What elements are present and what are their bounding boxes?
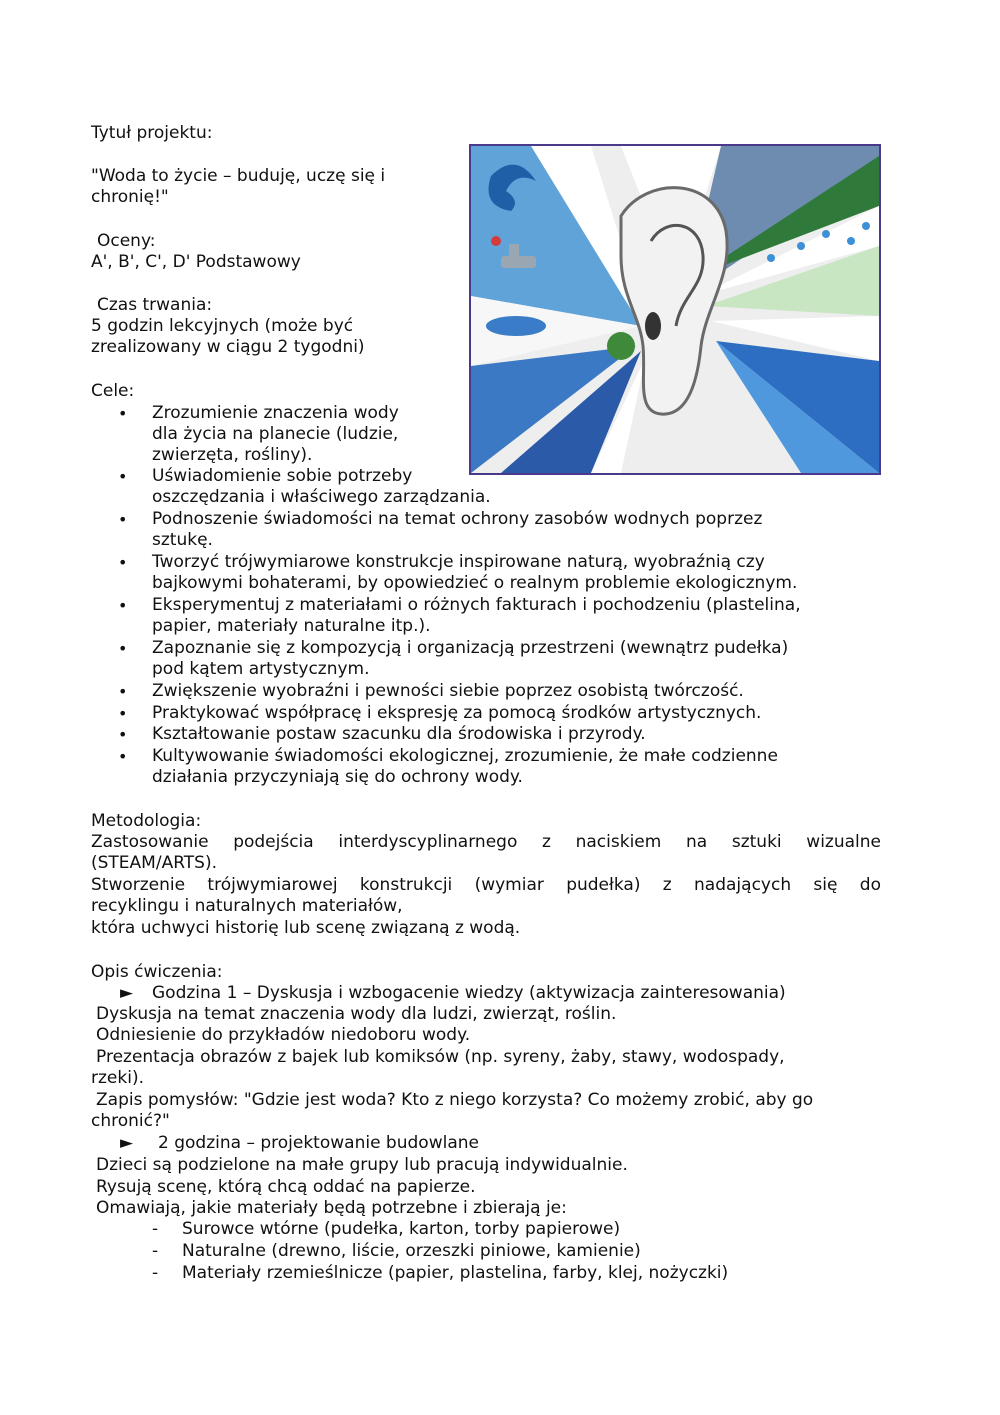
goal-1-line-1: Zrozumienie znaczenia wody: [152, 403, 399, 423]
artwork-photo: [469, 144, 881, 475]
bullet-icon: •: [118, 404, 128, 423]
dash-marker: -: [152, 1219, 159, 1239]
goal-9-line-1: Kształtowanie postaw szacunku dla środowiska i przyrody.: [152, 724, 646, 744]
goal-6-line-1: Zapoznanie się z kompozycją i organizacją przestrzeni (wewnątrz pudełka): [152, 638, 789, 658]
project-title-line-2: chronię!": [91, 187, 169, 207]
goal-2-line-2: oszczędzania i właściwego zarządzania.: [152, 487, 491, 507]
hour-1-line-2: Odniesienie do przykładów niedoboru wody.: [96, 1025, 471, 1045]
goal-6-line-2: pod kątem artystycznym.: [152, 659, 370, 679]
goal-1-line-3: zwierzęta, rośliny).: [152, 445, 313, 465]
goals-label: Cele:: [91, 381, 135, 401]
bullet-icon: •: [118, 467, 128, 486]
bullet-icon: •: [118, 596, 128, 615]
goal-1-line-2: dla życia na planecie (ludzie,: [152, 424, 399, 444]
goal-3-line-2: sztukę.: [152, 530, 213, 550]
goal-5-line-1: Eksperymentuj z materiałami o różnych fakturach i pochodzeniu (plastelina,: [152, 595, 801, 615]
material-item-2: Naturalne (drewno, liście, orzeszki piniowe, kamienie): [182, 1241, 641, 1261]
goal-2-line-1: Uświadomienie sobie potrzeby: [152, 466, 413, 486]
arrow-right-icon: ►: [120, 983, 134, 1003]
hour-1-line-5: Zapis pomysłów: "Gdzie jest woda? Kto z niego korzysta? Co możemy zrobić, aby go: [96, 1090, 814, 1110]
arrow-right-icon: ►: [120, 1133, 134, 1153]
dash-marker: -: [152, 1263, 159, 1283]
goal-4-line-1: Tworzyć trójwymiarowe konstrukcje inspirowane naturą, wyobraźnią czy: [152, 552, 765, 572]
bullet-icon: •: [118, 704, 128, 723]
bullet-icon: •: [118, 682, 128, 701]
material-item-3: Materiały rzemieślnicze (papier, plastelina, farby, klej, nożyczki): [182, 1263, 729, 1283]
dash-marker: -: [152, 1241, 159, 1261]
project-title-line-1: "Woda to życie – buduję, uczę się i: [91, 166, 386, 186]
duration-line-2: zrealizowany w ciągu 2 tygodni): [91, 337, 365, 357]
exercise-label: Opis ćwiczenia:: [91, 962, 223, 982]
goal-3-line-1: Podnoszenie świadomości na temat ochrony zasobów wodnych poprzez: [152, 509, 763, 529]
hour-1-title: Godzina 1 – Dyskusja i wzbogacenie wiedzy (aktywizacja zainteresowania): [152, 983, 786, 1003]
hour-1-line-3: Prezentacja obrazów z bajek lub komiksów (np. syreny, żaby, stawy, wodospady,: [96, 1047, 785, 1067]
ear-collage-illustration: [471, 146, 879, 473]
goal-8-line-1: Praktykować współpracę i ekspresję za pomocą środków artystycznych.: [152, 703, 762, 723]
goal-4-line-2: bajkowymi bohaterami, by opowiedzieć o realnym problemie ekologicznym.: [152, 573, 798, 593]
hour-2-line-2: Rysują scenę, którą chcą oddać na papierze.: [96, 1177, 476, 1197]
hour-2-line-3: Omawiają, jakie materiały będą potrzebne i zbierają je:: [96, 1198, 567, 1218]
bullet-icon: •: [118, 747, 128, 766]
grades-label: Oceny:: [97, 231, 156, 251]
methodology-line-3: Stworzenie trójwymiarowej konstrukcji (wymiar pudełka) z nadających się do: [91, 875, 881, 895]
bullet-icon: •: [118, 510, 128, 529]
hour-2-line-1: Dzieci są podzielone na małe grupy lub pracują indywidualnie.: [96, 1155, 628, 1175]
bullet-icon: •: [118, 725, 128, 744]
methodology-line-1: Zastosowanie podejścia interdyscyplinarnego z naciskiem na sztuki wizualne: [91, 832, 881, 852]
hour-1-line-4: rzeki).: [91, 1068, 144, 1088]
methodology-line-5: która uchwyci historię lub scenę związaną z wodą.: [91, 918, 521, 938]
goal-5-line-2: papier, materiały naturalne itp.).: [152, 616, 431, 636]
goal-10-line-2: działania przyczyniają się do ochrony wody.: [152, 767, 523, 787]
methodology-line-2: (STEAM/ARTS).: [91, 853, 217, 873]
duration-line-1: 5 godzin lekcyjnych (może być: [91, 316, 354, 336]
methodology-line-4: recyklingu i naturalnych materiałów,: [91, 896, 403, 916]
hour-1-line-6: chronić?": [91, 1111, 170, 1131]
title-label: Tytuł projektu:: [91, 123, 213, 143]
goal-10-line-1: Kultywowanie świadomości ekologicznej, zrozumienie, że małe codzienne: [152, 746, 778, 766]
bullet-icon: •: [118, 639, 128, 658]
hour-2-title: 2 godzina – projektowanie budowlane: [158, 1133, 479, 1153]
hour-1-line-1: Dyskusja na temat znaczenia wody dla ludzi, zwierząt, roślin.: [96, 1004, 617, 1024]
duration-label: Czas trwania:: [97, 295, 213, 315]
bullet-icon: •: [118, 553, 128, 572]
material-item-1: Surowce wtórne (pudełka, karton, torby papierowe): [182, 1219, 621, 1239]
goal-7-line-1: Zwiększenie wyobraźni i pewności siebie poprzez osobistą twórczość.: [152, 681, 744, 701]
methodology-label: Metodologia:: [91, 811, 202, 831]
grades-value: A', B', C', D' Podstawowy: [91, 252, 301, 272]
